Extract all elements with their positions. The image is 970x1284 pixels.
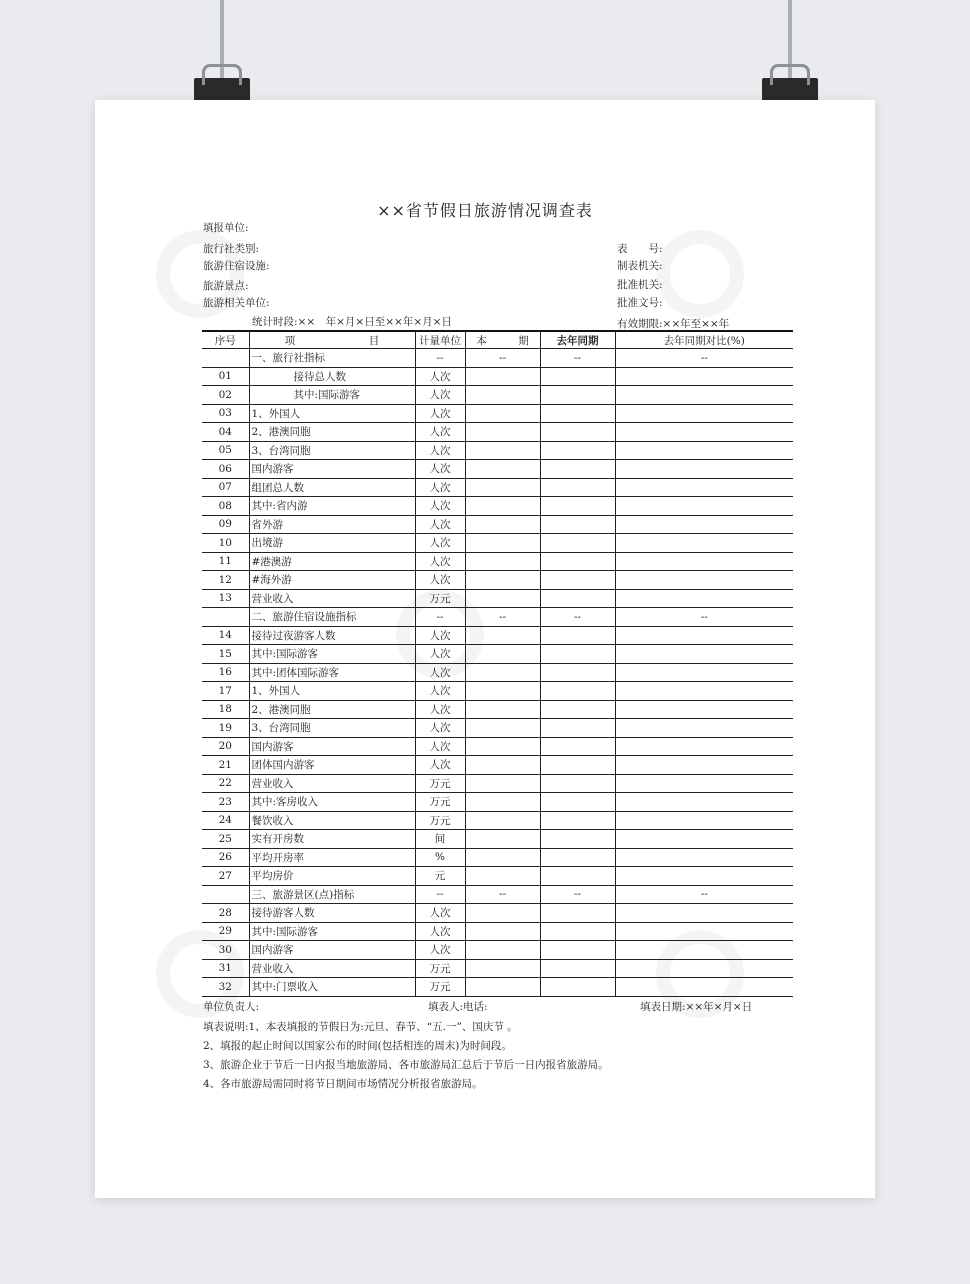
col-header-unit: 计量单位 [415,331,465,349]
cell-no: 06 [202,460,249,479]
header-table-no: 表 号: [617,243,663,255]
table-row [202,682,793,701]
cell-current [465,756,540,775]
cell-item: 营业收入 [249,959,415,978]
table-row [202,478,793,497]
cell-item: 2、港澳同胞 [249,423,415,442]
cell-item: 一、旅行社指标 [249,349,415,368]
cell-no: 05 [202,441,249,460]
table-row [202,552,793,571]
cell-unit: 人次 [415,404,465,423]
table-row [202,367,793,386]
cell-comparison [615,460,793,479]
cell-no: 03 [202,404,249,423]
cell-comparison [615,386,793,405]
cell-no: 23 [202,793,249,812]
note-line: 2、填报的起止时间以国家公布的时间(包括相连的周末)为时间段。 [203,1040,512,1052]
table-row [202,978,793,997]
cell-item: 二、旅游住宿设施指标 [249,608,415,627]
table-row [202,460,793,479]
cell-no: 09 [202,515,249,534]
cell-unit: -- [415,885,465,904]
cell-item: #港澳游 [249,552,415,571]
cell-unit: 人次 [415,423,465,442]
cell-current [465,386,540,405]
note-line: 4、各市旅游局需同时将节日期间市场情况分析报省旅游局。 [203,1078,483,1090]
cell-no: 12 [202,571,249,590]
col-header-current: 本 期 [465,331,540,349]
cell-comparison [615,941,793,960]
cell-item: 1、外国人 [249,404,415,423]
cell-current [465,719,540,738]
table-row [202,608,793,627]
cell-last-year [540,404,615,423]
cell-no: 18 [202,700,249,719]
cell-comparison [615,497,793,516]
cell-current: -- [465,349,540,368]
cell-unit: 人次 [415,534,465,553]
cell-comparison [615,534,793,553]
cell-unit: 人次 [415,663,465,682]
cell-current [465,774,540,793]
cell-current [465,922,540,941]
col-header-last-year: 去年同期 [540,331,615,349]
cell-current [465,589,540,608]
cell-current [465,830,540,849]
cell-comparison [615,441,793,460]
table-row [202,848,793,867]
cell-item: 其中:门票收入 [249,978,415,997]
cell-unit: 元 [415,867,465,886]
cell-no: 01 [202,367,249,386]
footer-filler: 填表人:电话: [428,1001,488,1013]
cell-item: 接待游客人数 [249,904,415,923]
cell-last-year [540,423,615,442]
cell-last-year [540,497,615,516]
cell-last-year [540,552,615,571]
cell-no: 15 [202,645,249,664]
cell-current: -- [465,608,540,627]
cell-comparison [615,552,793,571]
table-row [202,774,793,793]
cell-item: 接待过夜游客人数 [249,626,415,645]
cell-last-year [540,737,615,756]
cell-unit: 人次 [415,497,465,516]
table-row [202,737,793,756]
table-row [202,719,793,738]
cell-last-year [540,756,615,775]
cell-no: 11 [202,552,249,571]
cell-unit: 人次 [415,478,465,497]
header-issuer: 制表机关: [617,260,663,272]
table-row [202,645,793,664]
table-row [202,626,793,645]
cell-comparison [615,978,793,997]
cell-last-year [540,460,615,479]
cell-unit: 万元 [415,978,465,997]
cell-item: 实有开房数 [249,830,415,849]
cell-unit: -- [415,349,465,368]
col-header-no: 序号 [202,331,249,349]
cell-comparison [615,515,793,534]
cell-comparison [615,867,793,886]
cell-item: 团体国内游客 [249,756,415,775]
cell-item: 平均房价 [249,867,415,886]
cell-current: -- [465,885,540,904]
cell-current [465,645,540,664]
cell-comparison [615,700,793,719]
cell-no: 02 [202,386,249,405]
cell-current [465,552,540,571]
cell-current [465,848,540,867]
cell-current [465,978,540,997]
header-scenic-spot: 旅游景点: [203,280,249,292]
table-row [202,515,793,534]
table-row [202,756,793,775]
cell-unit: 人次 [415,737,465,756]
table-row [202,571,793,590]
cell-no: 31 [202,959,249,978]
table-row [202,534,793,553]
footer-date: 填表日期:××年×月×日 [640,1001,753,1013]
cell-item: 接待总人数 [249,367,415,386]
cell-item: 1、外国人 [249,682,415,701]
cell-unit: 万元 [415,774,465,793]
cell-no: 20 [202,737,249,756]
cell-item: 其中:国际游客 [249,922,415,941]
cell-current [465,534,540,553]
cell-comparison [615,922,793,941]
cell-no: 04 [202,423,249,442]
table-row [202,922,793,941]
header-approval-no: 批准文号: [617,297,663,309]
survey-table [202,330,793,997]
cell-item: 出境游 [249,534,415,553]
table-row [202,867,793,886]
cell-comparison [615,719,793,738]
cell-comparison [615,793,793,812]
cell-unit: 人次 [415,367,465,386]
cell-unit: 万元 [415,589,465,608]
header-lodging: 旅游住宿设施: [203,260,270,272]
table-row [202,959,793,978]
cell-unit: 人次 [415,682,465,701]
cell-current [465,811,540,830]
cell-no [202,885,249,904]
cell-last-year [540,626,615,645]
cell-last-year [540,978,615,997]
cell-current [465,367,540,386]
cell-unit: 人次 [415,386,465,405]
cell-last-year: -- [540,608,615,627]
cell-no: 22 [202,774,249,793]
cell-item: 3、台湾同胞 [249,719,415,738]
cell-comparison [615,663,793,682]
table-row [202,589,793,608]
cell-item: 平均开房率 [249,848,415,867]
cell-unit: 人次 [415,922,465,941]
cell-item: 其中:团体国际游客 [249,663,415,682]
cell-last-year [540,441,615,460]
cell-no: 30 [202,941,249,960]
cell-item: 组团总人数 [249,478,415,497]
cell-comparison [615,756,793,775]
cell-current [465,497,540,516]
cell-item: 2、港澳同胞 [249,700,415,719]
cell-current [465,571,540,590]
cell-no [202,349,249,368]
note-line: 3、旅游企业于节后一日内报当地旅游局、各市旅游局汇总后于节后一日内报省旅游局。 [203,1059,609,1071]
cell-no: 28 [202,904,249,923]
cell-unit: 人次 [415,626,465,645]
cell-last-year [540,848,615,867]
table-row [202,349,793,368]
header-approver: 批准机关: [617,279,663,291]
col-header-comparison: 去年同期对比(%) [615,331,793,349]
cell-current [465,867,540,886]
cell-last-year [540,534,615,553]
cell-current [465,793,540,812]
cell-unit: 万元 [415,959,465,978]
cell-comparison [615,959,793,978]
cell-last-year [540,589,615,608]
cell-unit: 人次 [415,719,465,738]
cell-last-year [540,793,615,812]
cell-current [465,515,540,534]
cell-item: 其中:国际游客 [249,645,415,664]
cell-comparison [615,904,793,923]
cell-comparison [615,367,793,386]
cell-no: 29 [202,922,249,941]
table-row [202,663,793,682]
cell-last-year [540,774,615,793]
cell-unit: 间 [415,830,465,849]
cell-item: 其中:省内游 [249,497,415,516]
cell-last-year [540,571,615,590]
cell-no: 08 [202,497,249,516]
cell-item: 三、旅游景区(点)指标 [249,885,415,904]
col-header-item: 项 目 [249,331,415,349]
fill-notes [203,1018,609,1094]
cell-current [465,404,540,423]
cell-last-year [540,700,615,719]
cell-last-year [540,645,615,664]
cell-unit: 人次 [415,904,465,923]
cell-no: 10 [202,534,249,553]
cell-no: 17 [202,682,249,701]
cell-current [465,478,540,497]
cell-item: 国内游客 [249,941,415,960]
cell-item: 省外游 [249,515,415,534]
cell-last-year [540,663,615,682]
cell-unit: 人次 [415,756,465,775]
table-header-row [202,331,793,349]
table-row [202,386,793,405]
cell-comparison [615,626,793,645]
cell-comparison [615,404,793,423]
cell-last-year [540,682,615,701]
cell-no: 19 [202,719,249,738]
header-fill-unit: 填报单位: [203,222,249,234]
cell-comparison: -- [615,885,793,904]
cell-last-year [540,922,615,941]
cell-comparison [615,478,793,497]
table-row [202,700,793,719]
cell-current [465,626,540,645]
cell-unit: 人次 [415,941,465,960]
cell-unit: 人次 [415,571,465,590]
cell-last-year [540,959,615,978]
cell-no [202,608,249,627]
header-agency-type: 旅行社类别: [203,243,260,255]
cell-comparison [615,645,793,664]
cell-unit: 万元 [415,811,465,830]
cell-current [465,941,540,960]
cell-last-year [540,386,615,405]
cell-no: 25 [202,830,249,849]
cell-item: 营业收入 [249,589,415,608]
cell-last-year: -- [540,349,615,368]
table-row [202,423,793,442]
cell-current [465,682,540,701]
cell-comparison [615,774,793,793]
cell-unit: 人次 [415,460,465,479]
cell-current [465,441,540,460]
cell-last-year [540,867,615,886]
cell-unit: 人次 [415,700,465,719]
cell-current [465,904,540,923]
cell-unit: 人次 [415,645,465,664]
cell-comparison [615,423,793,442]
cell-comparison [615,682,793,701]
cell-item: 餐饮收入 [249,811,415,830]
cell-last-year: -- [540,885,615,904]
cell-no: 16 [202,663,249,682]
note-line: 填表说明:1、本表填报的节假日为:元旦、春节、“五.一”、国庆节 。 [203,1021,518,1033]
watermark-logo [656,230,744,318]
cell-item: 营业收入 [249,774,415,793]
table-row [202,404,793,423]
cell-last-year [540,367,615,386]
table-row [202,830,793,849]
header-validity: 有效期限:××年至××年 [617,318,730,330]
cell-item: 3、台湾同胞 [249,441,415,460]
cell-last-year [540,904,615,923]
cell-current [465,700,540,719]
cell-last-year [540,478,615,497]
cell-unit: 人次 [415,441,465,460]
cell-comparison [615,811,793,830]
form-title: ××省节假日旅游情况调查表 [377,201,593,220]
cell-last-year [540,941,615,960]
cell-comparison: -- [615,608,793,627]
cell-no: 14 [202,626,249,645]
cell-no: 32 [202,978,249,997]
cell-item: 其中:国际游客 [249,386,415,405]
cell-last-year [540,830,615,849]
cell-item: 其中:客房收入 [249,793,415,812]
table-row [202,497,793,516]
cell-no: 13 [202,589,249,608]
cell-current [465,663,540,682]
table-row [202,793,793,812]
cell-no: 26 [202,848,249,867]
footer-leader: 单位负责人: [203,1001,260,1013]
table-row [202,904,793,923]
cell-item: 国内游客 [249,737,415,756]
cell-comparison [615,848,793,867]
table-row [202,441,793,460]
cell-unit: 人次 [415,515,465,534]
cell-no: 07 [202,478,249,497]
cell-last-year [540,515,615,534]
cell-unit: % [415,848,465,867]
table-row [202,885,793,904]
cell-unit: -- [415,608,465,627]
cell-unit: 万元 [415,793,465,812]
cell-item: #海外游 [249,571,415,590]
cell-current [465,959,540,978]
header-period: 统计时段:×× 年×月×日至××年×月×日 [252,316,452,328]
cell-last-year [540,811,615,830]
cell-no: 24 [202,811,249,830]
cell-current [465,737,540,756]
header-related-unit: 旅游相关单位: [203,297,270,309]
cell-no: 27 [202,867,249,886]
table-row [202,941,793,960]
cell-comparison [615,571,793,590]
cell-comparison [615,589,793,608]
cell-comparison [615,737,793,756]
table-row [202,811,793,830]
cell-comparison: -- [615,349,793,368]
cell-unit: 人次 [415,552,465,571]
cell-no: 21 [202,756,249,775]
cell-current [465,423,540,442]
cell-last-year [540,719,615,738]
cell-current [465,460,540,479]
cell-item: 国内游客 [249,460,415,479]
cell-comparison [615,830,793,849]
